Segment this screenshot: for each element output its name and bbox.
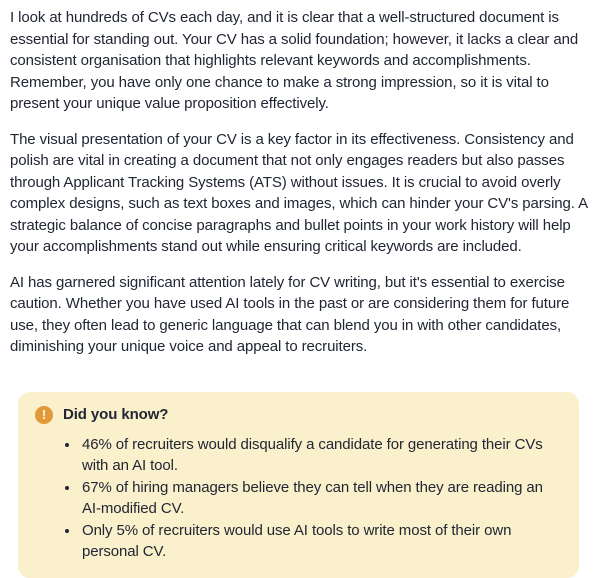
did-you-know-callout bbox=[18, 392, 579, 578]
list-item-recruiters-disqualify: • 46% of recruiters would disqualify a candidate for generating their CVs with an AI tool. bbox=[80, 434, 561, 477]
paragraph-cv-structure: I look at hundreds of CVs each day, and it is clear that a well-structured document is essential for standing out. Your CV has a solid foundation; however, it lacks a clear and consistent organisation that highlights relevant keywords and accomplishments. Remember, you have only one chance to make a strong impression, so it is vital to present your unique value proposition effectively. bbox=[10, 9, 579, 112]
callout-bullet-list bbox=[35, 434, 561, 563]
alert-circle-icon bbox=[35, 406, 53, 424]
list-item-hiring-managers-tell: • 67% of hiring managers believe they can tell when they are reading an AI-modified CV. bbox=[80, 477, 561, 520]
alert-icon-glyph: ! bbox=[41, 407, 47, 422]
list-item-recruiters-own-cv: • Only 5% of recruiters would use AI tools to write most of their own personal CV. bbox=[80, 520, 561, 563]
paragraph-visual-presentation: The visual presentation of your CV is a key factor in its effectiveness. Consistency and polish are vital in creating a document that not only engages readers but also passes through Applicant Tracking Systems (ATS) without issues. It is crucial to avoid overly complex designs, such as text boxes and images, which can hinder your CV's parsing. A strategic balance of concise paragraphs and bullet points in your work history will help your accomplishments stand out while ensuring critical keywords are included. bbox=[10, 130, 588, 255]
paragraph-ai-caution: AI has garnered significant attention lately for CV writing, but it's essential to exercise caution. Whether you have used AI tools in the past or are considering them for future use, they often lead to generic language that can blend you in with other candidates, diminishing your unique voice and appeal to recruiters. bbox=[10, 273, 570, 355]
callout-title: Did you know? bbox=[63, 406, 169, 423]
callout-header bbox=[35, 406, 561, 424]
